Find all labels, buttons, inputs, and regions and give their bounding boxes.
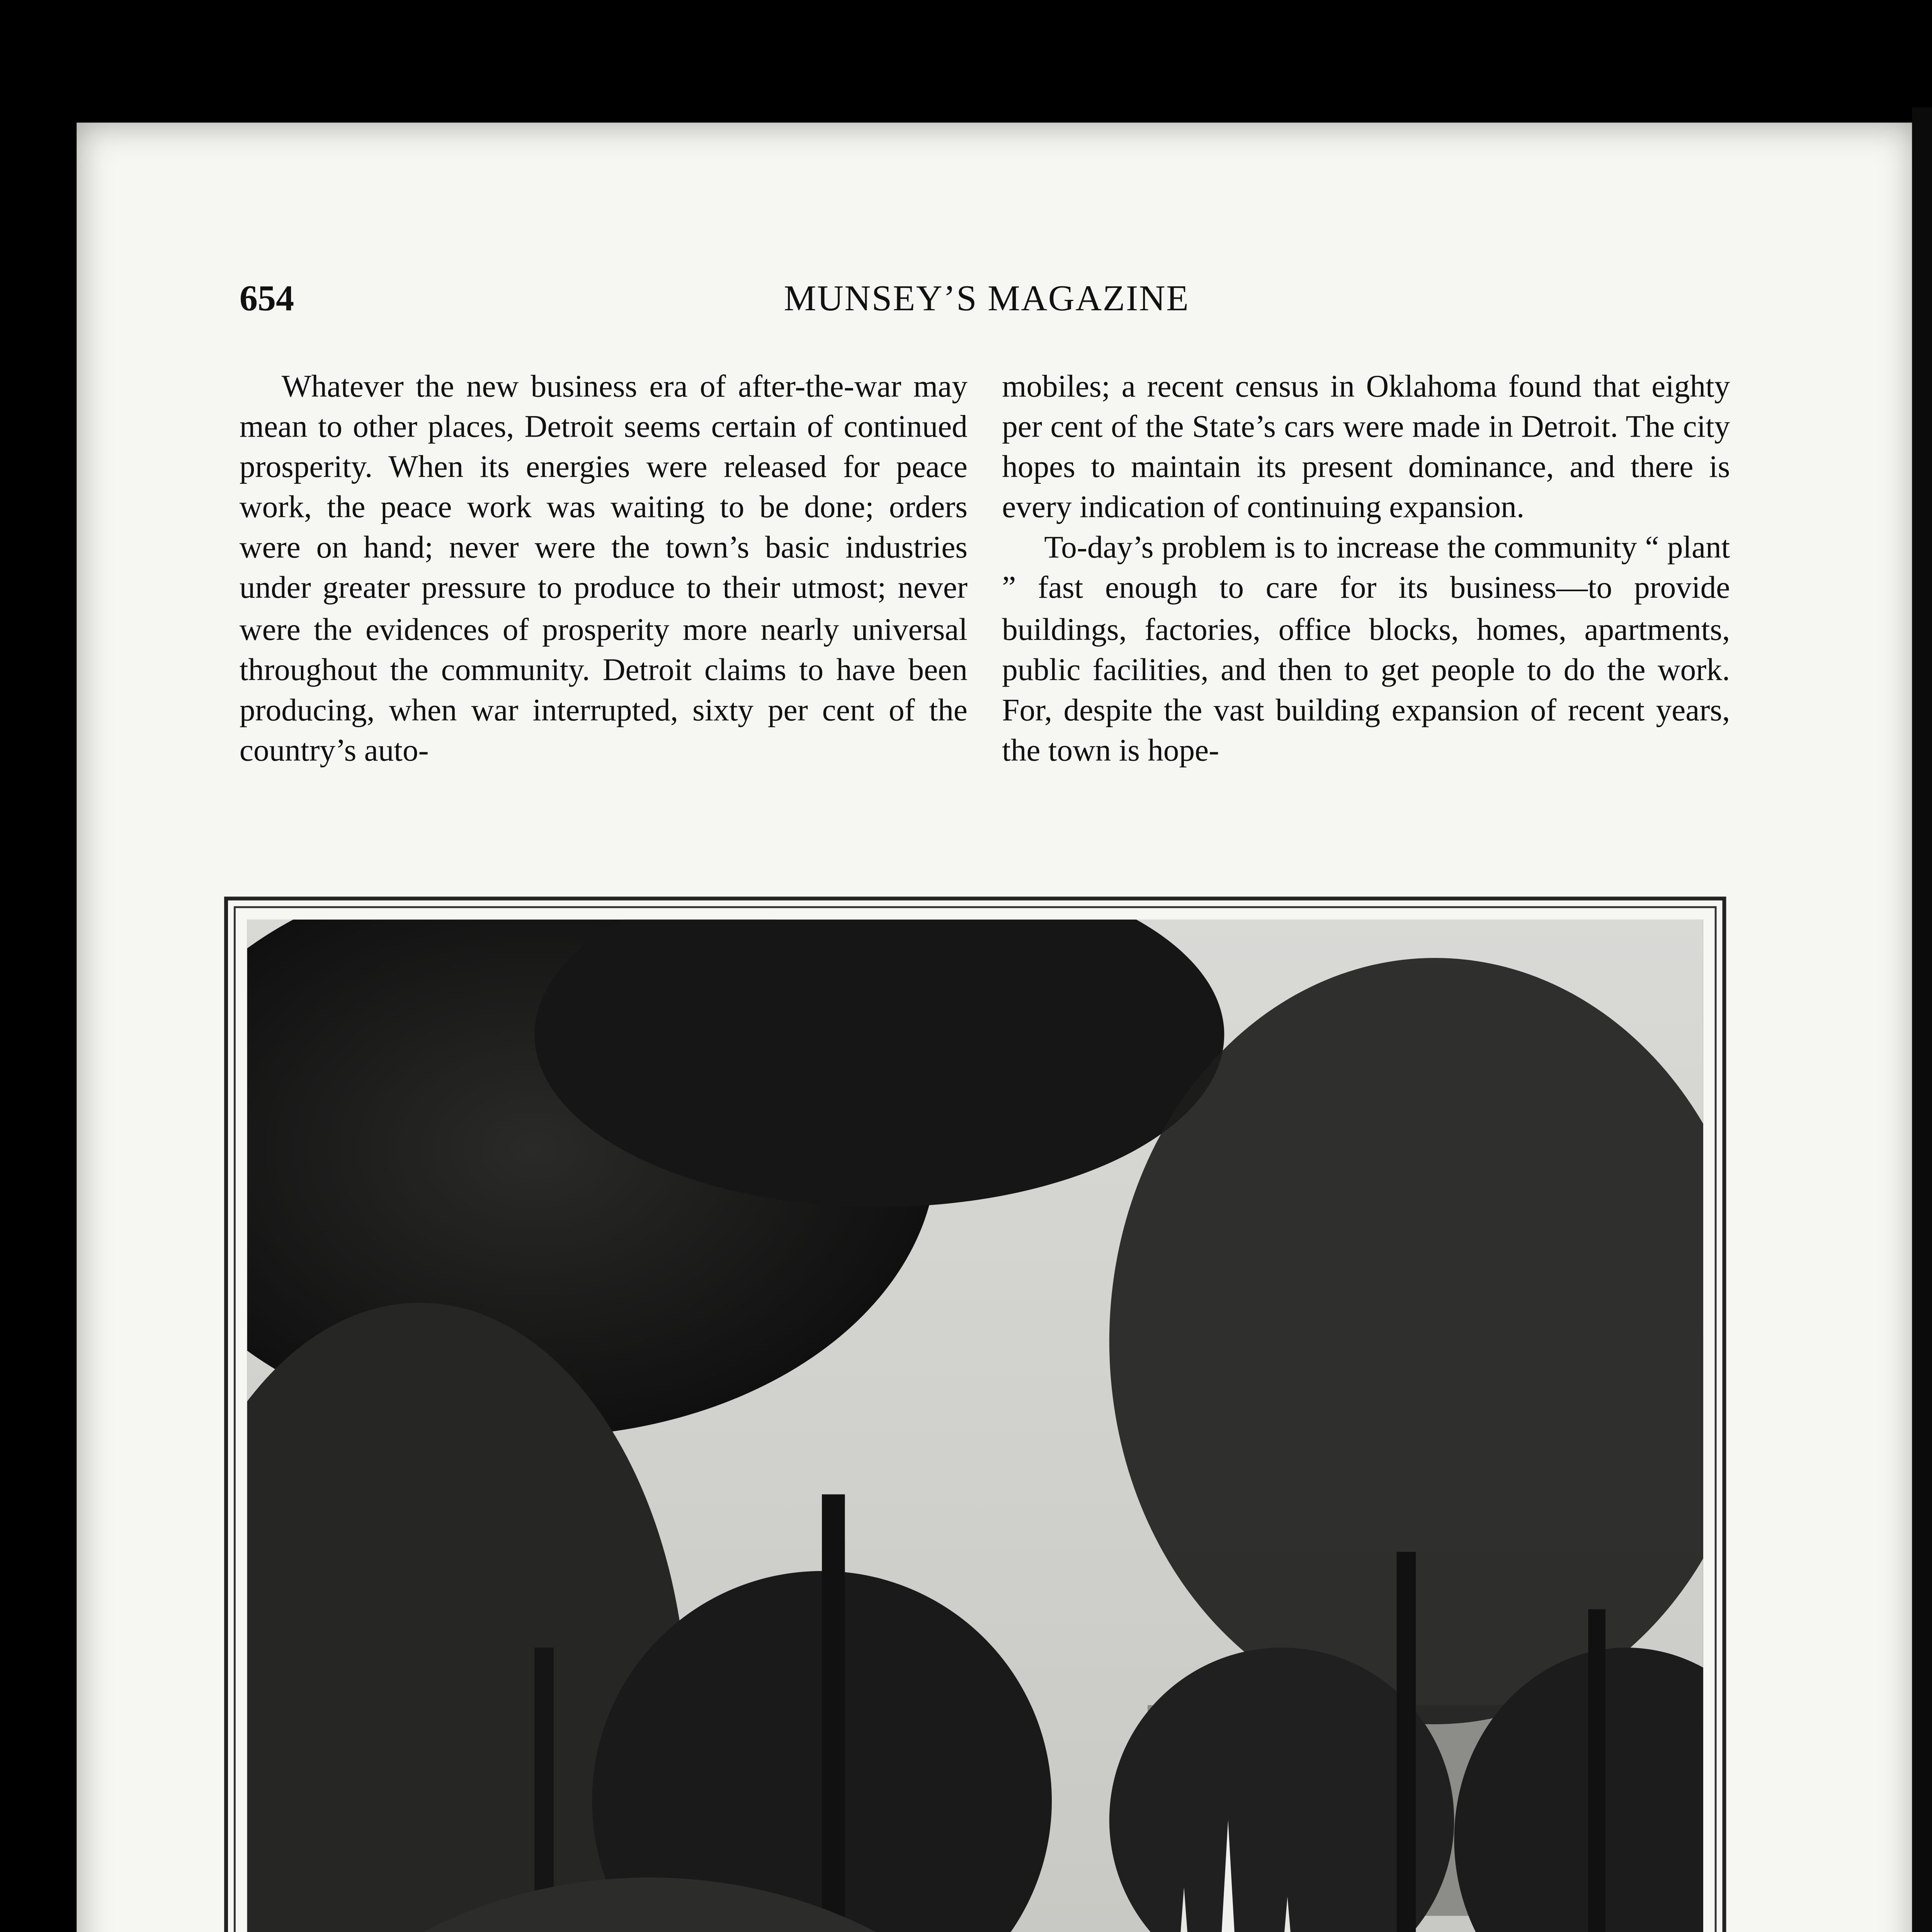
text-column-right <box>1002 366 1730 770</box>
paragraph: mobiles; a recent census in Oklahoma found that eighty per cent of the State’s cars were made in Detroit. The city hopes to maintain its present dominance, and there is every indication of continuing expansion. <box>1002 367 1730 526</box>
page-gutter <box>1912 107 1932 1932</box>
text-column-left <box>240 366 968 770</box>
photo-inner-border <box>234 906 1717 1932</box>
park-photograph <box>247 920 1703 1932</box>
running-head: MUNSEY’S MAGAZINE <box>784 279 1190 320</box>
photo-frame <box>224 896 1726 1932</box>
page-number: 654 <box>239 279 294 320</box>
paragraph: To-day’s problem is to increase the community “ plant ” fast enough to care for its business—to provide buildings, factories, office blocks, homes, apartments, public facilities, and then to get people to do the work. For, despite the vast building expansion of recent years, the town is hope- <box>1002 529 1730 768</box>
paragraph: Whatever the new business era of after-the-war may mean to other places, Detroit seems certain of continued prosperity. When its energies were released for peace work, the peace work was waiting to be done; orders were on hand; never were the town’s basic industries under greater pressure to produce to their utmost; never were the evidences of prosperity more nearly universal throughout the community. Detroit claims to have been producing, when war interrupted, sixty per cent of the country’s auto- <box>239 367 968 768</box>
page-header <box>240 280 1734 330</box>
